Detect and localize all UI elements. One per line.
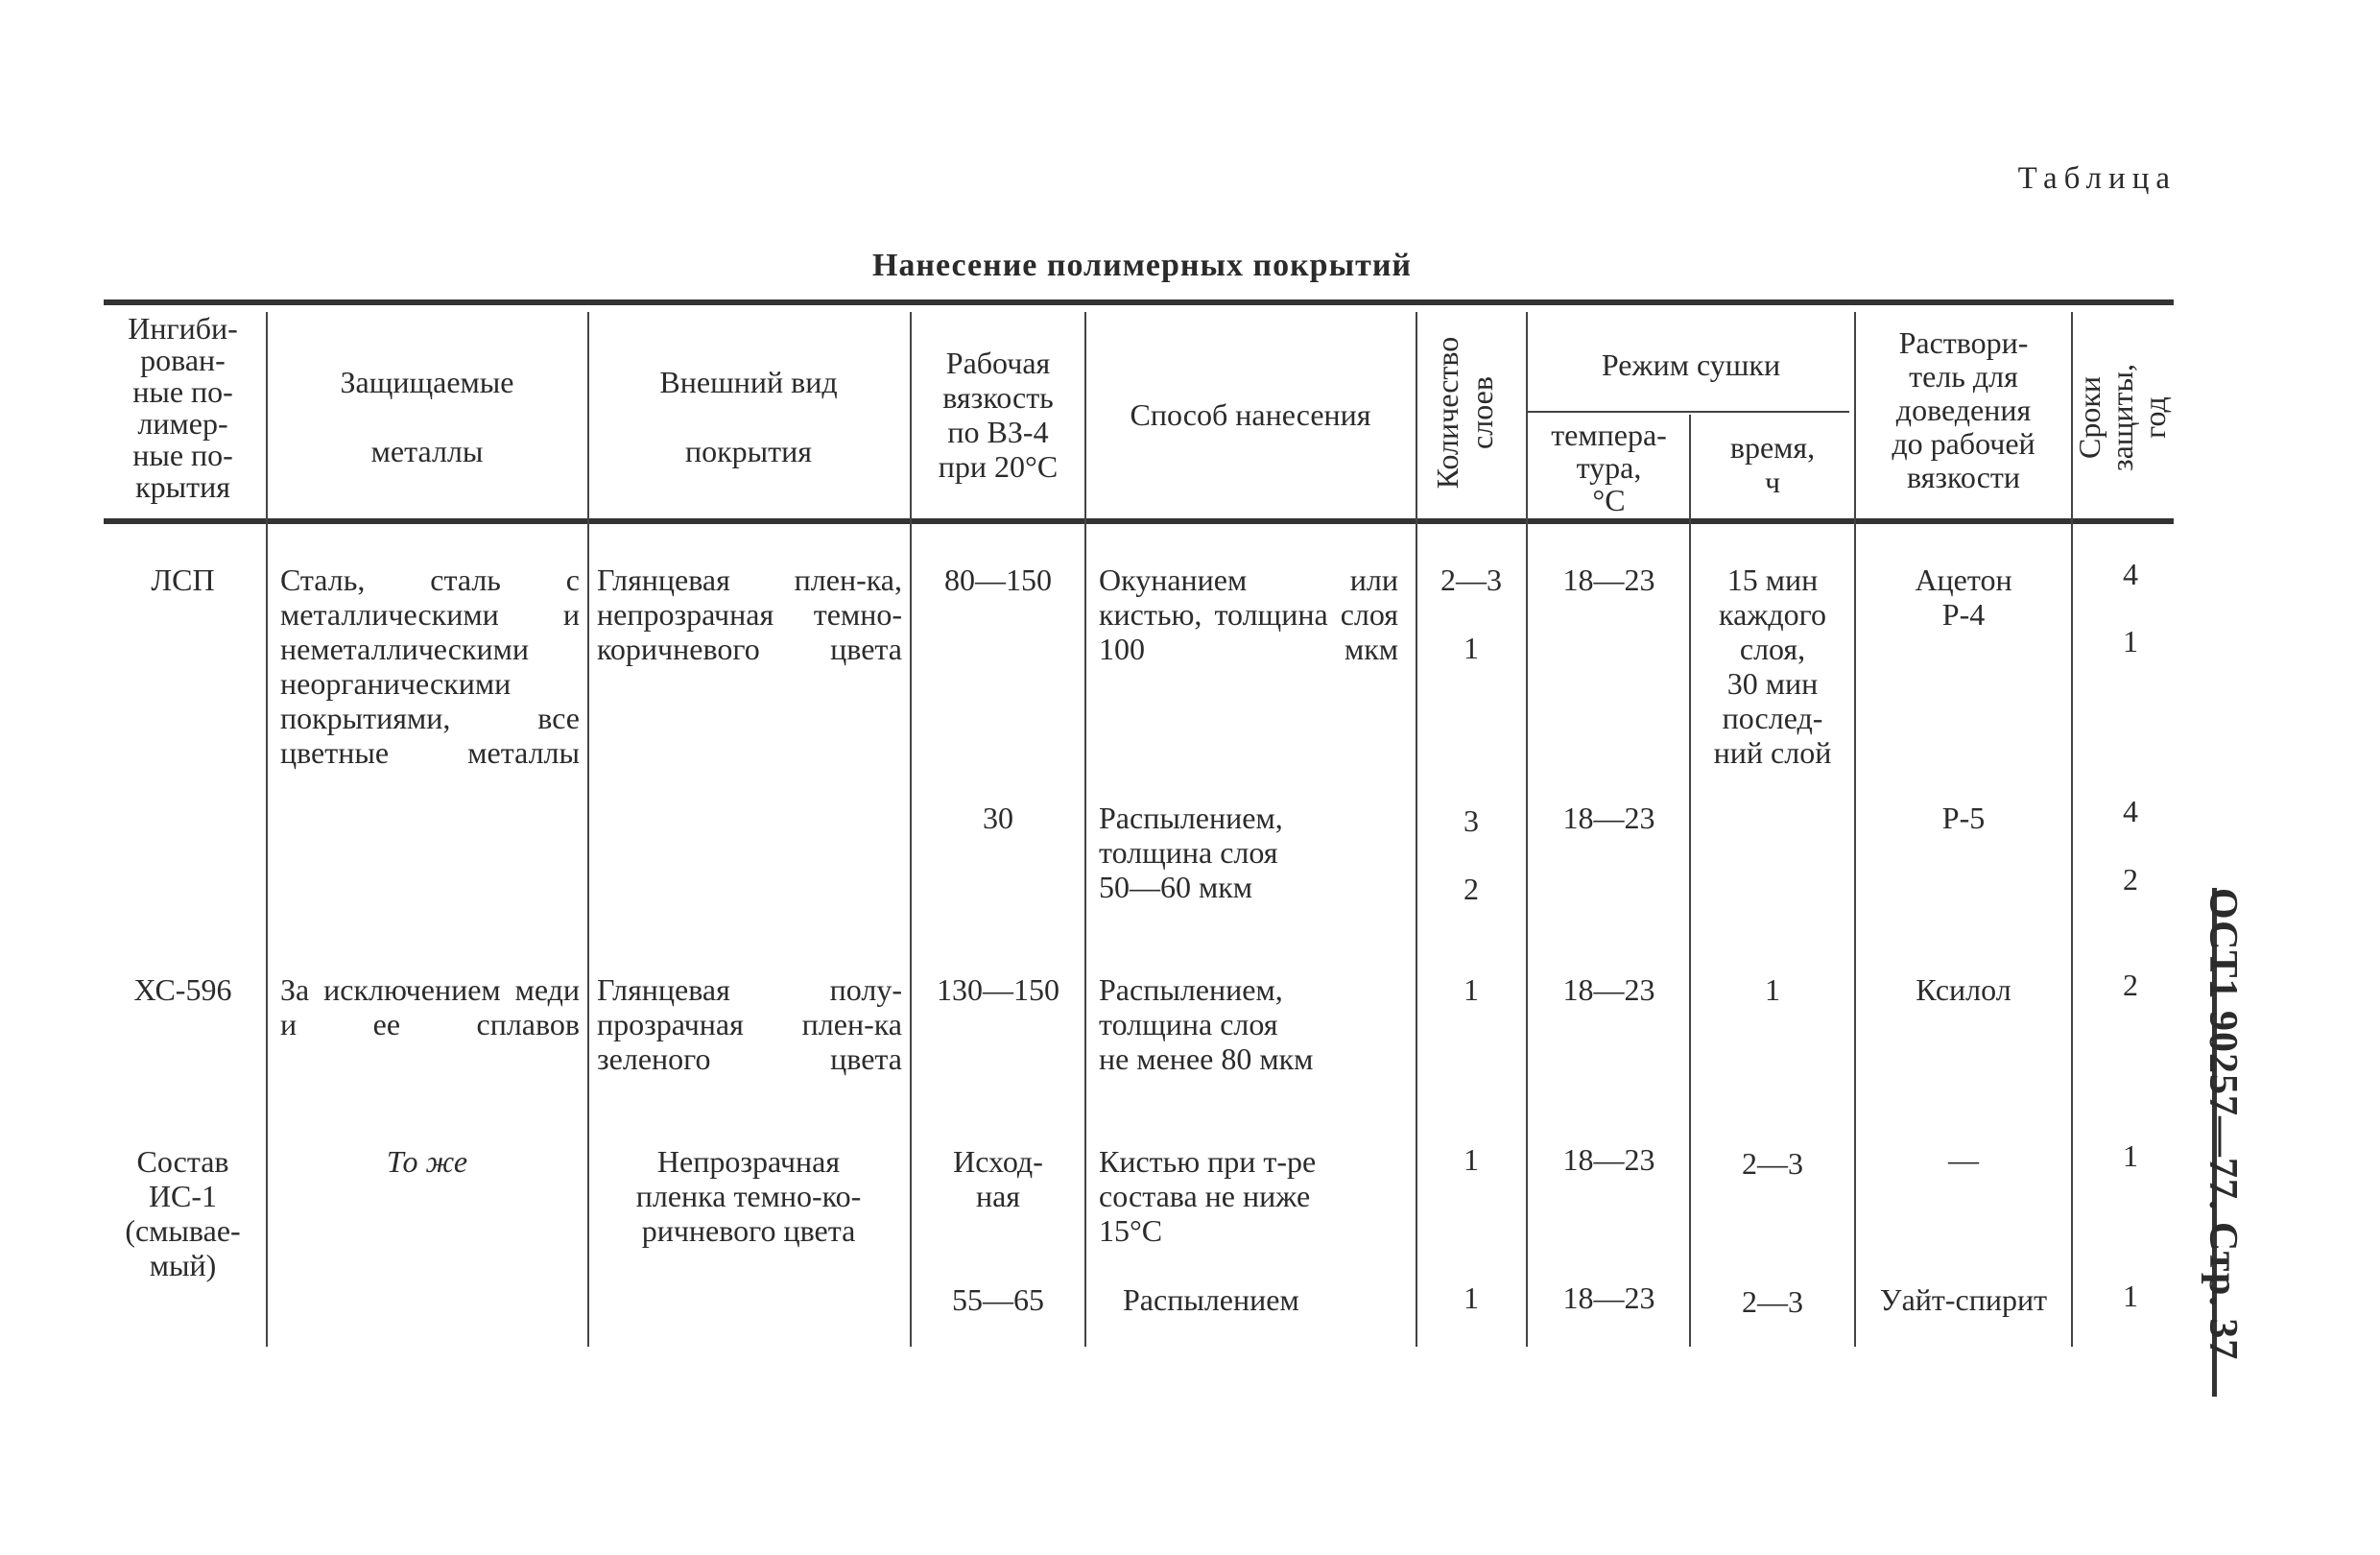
r3-solvent: Ксилол: [1916, 972, 2011, 1007]
header-appearance: Внешний вид покрытия: [659, 365, 838, 468]
r3-time: 1: [1765, 972, 1780, 1007]
col-divider: [1416, 312, 1417, 1347]
r3-metals: За исключением меди и ее сплавов: [280, 972, 580, 1041]
r4-appearance: Непрозрачная пленка темно-ко- ричневого цвета: [635, 1144, 862, 1248]
drying-subheader-rule: [1528, 411, 1849, 413]
r5-time: 2—3: [1742, 1284, 1803, 1319]
table-header-rule: [104, 518, 2174, 524]
r4-layers: 1: [1464, 1142, 1479, 1177]
r3-temperature: 18—23: [1562, 972, 1655, 1007]
r3-method: Распылением, толщина слоя не менее 80 мкм: [1099, 972, 1314, 1076]
r2-term-b: 2: [2123, 862, 2138, 897]
r5-viscosity: 55—65: [952, 1282, 1044, 1317]
r1-layers-a: 2—3: [1440, 562, 1502, 597]
header-layers: Количество слоев: [1430, 336, 1499, 490]
r1-solvent: Ацетон Р-4: [1915, 562, 2012, 632]
header-coating: Ингиби- рован- ные по- лимер- ные по- крытия: [128, 311, 238, 504]
r1-metals: Сталь, сталь с металлическими и неметаллическими неорганическими покрытиями, все цветные металлы: [280, 562, 580, 770]
r5-layers: 1: [1464, 1280, 1479, 1315]
r1-term-b: 1: [2123, 624, 2138, 658]
r1-coating: ЛСП: [151, 562, 215, 597]
table-label: Таблица: [2017, 161, 2177, 196]
r3-layers: 1: [1464, 972, 1479, 1007]
r3-term: 2: [2123, 968, 2138, 1002]
r4-solvent: —: [1948, 1142, 1979, 1177]
r2-layers-a: 3: [1464, 803, 1479, 838]
r4-method: Кистью при т-ре состава не ниже 15°С: [1099, 1144, 1317, 1248]
side-page-header: ОСТ1 90257—77. Стр. 37: [2201, 888, 2245, 1361]
r5-solvent: Уайт-спирит: [1879, 1282, 2048, 1317]
table-top-rule: [104, 299, 2174, 305]
r4-term: 1: [2123, 1138, 2138, 1173]
header-viscosity: Рабочая вязкость по ВЗ-4 при 20°С: [938, 346, 1059, 484]
header-solvent: Раствори- тель для доведения до рабочей вязкости: [1892, 325, 2035, 494]
r5-method: Распылением: [1123, 1282, 1299, 1317]
r1-temperature: 18—23: [1562, 562, 1655, 597]
r2-term-a: 4: [2123, 794, 2138, 828]
header-metals: Защищаемые металлы: [340, 365, 514, 468]
r1-appearance: Глянцевая плен-ка, непрозрачная темно-коричневого цвета: [597, 562, 902, 666]
r1-layers-b: 1: [1464, 631, 1479, 665]
header-time: время, ч: [1729, 430, 1816, 499]
header-temperature: темпера- тура, °С: [1551, 418, 1667, 517]
r2-solvent: Р-5: [1941, 801, 1986, 835]
header-term: Сроки защиты, год: [2072, 363, 2172, 472]
r2-method: Распылением, толщина слоя 50—60 мкм: [1099, 801, 1283, 904]
r4-time: 2—3: [1742, 1146, 1803, 1181]
r4-viscosity: Исход- ная: [953, 1144, 1043, 1213]
r1-term-a: 4: [2123, 557, 2138, 591]
r5-temperature: 18—23: [1562, 1280, 1655, 1315]
r1-time: 15 мин каждого слоя, 30 мин послед- ний слой: [1713, 562, 1832, 770]
r2-layers-b: 2: [1464, 872, 1479, 906]
col-divider: [1854, 312, 1856, 1347]
r3-coating: ХС-596: [133, 972, 232, 1007]
r2-viscosity: 30: [983, 801, 1013, 835]
r3-appearance: Глянцевая полу-прозрачная плен-ка зеленого цвета: [597, 972, 902, 1076]
r1-viscosity: 80—150: [944, 562, 1052, 597]
r1-method: Окунанием или кистью, толщина слоя 100 мкм: [1099, 562, 1398, 666]
col-divider: [1526, 312, 1528, 1347]
r2-temperature: 18—23: [1562, 801, 1655, 835]
table-title: Нанесение полимерных покрытий: [871, 248, 1413, 283]
r4-temperature: 18—23: [1562, 1142, 1655, 1177]
col-divider: [1689, 415, 1691, 1347]
header-method: Способ нанесения: [1130, 397, 1371, 432]
header-drying: Режим сушки: [1601, 347, 1781, 382]
r3-viscosity: 130—150: [937, 972, 1059, 1007]
col-divider: [266, 312, 268, 1347]
col-divider: [1084, 312, 1086, 1347]
col-divider: [587, 312, 589, 1347]
r4-metals: То же: [386, 1144, 468, 1179]
r4-coating: Состав ИС-1 (смывае- мый): [125, 1144, 241, 1282]
r5-term: 1: [2123, 1279, 2138, 1313]
